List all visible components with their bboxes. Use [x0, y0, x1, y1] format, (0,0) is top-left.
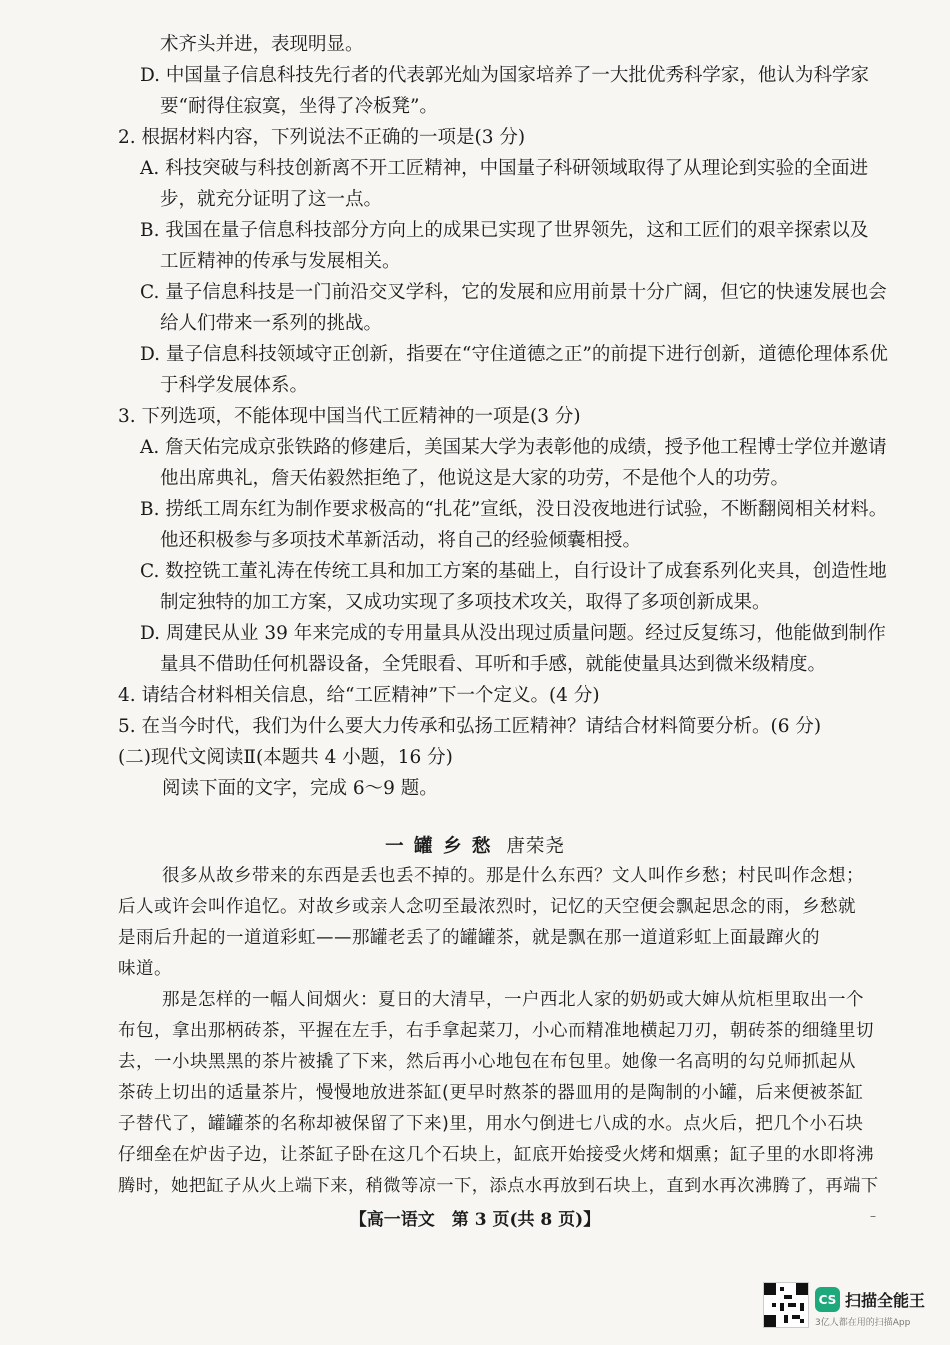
q2-option-a-line2: 步，就充分证明了这一点。	[160, 189, 383, 210]
q2-option-a-line1: A. 科技突破与科技创新离不开工匠精神，中国量子科研领域取得了从理论到实验的全面进	[140, 158, 869, 179]
q3-option-c-line2: 制定独特的加工方案，又成功实现了多项技术攻关，取得了多项创新成果。	[160, 592, 771, 613]
para2-line1: 那是怎样的一幅人间烟火：夏日的大清早，一户西北人家的奶奶或大婶从炕柜里取出一个	[162, 990, 864, 1010]
q2-option-d-line2: 于科学发展体系。	[160, 375, 309, 396]
section-heading: (二)现代文阅读Ⅱ(本题共 4 小题，16 分)	[118, 747, 453, 768]
q3-stem: 3. 下列选项，不能体现中国当代工匠精神的一项是(3 分)	[118, 406, 581, 427]
para1-line1: 很多从故乡带来的东西是丢也丢不掉的。那是什么东西？文人叫作乡愁；村民叫作念想；	[162, 866, 864, 886]
essay-title	[0, 832, 950, 858]
q3-option-d-line1: D. 周建民从业 39 年来完成的专用量具从没出现过质量问题。经过反复练习，他能做到制作	[140, 623, 886, 644]
q1-option-d-line1: D. 中国量子信息科技先行者的代表郭光灿为国家培养了一大批优秀科学家，他认为科学家	[140, 65, 869, 86]
para1-line4: 味道。	[118, 959, 172, 979]
q3-option-a-line1: A. 詹天佑完成京张铁路的修建后，美国某大学为表彰他的成绩，授予他工程博士学位并邀请	[140, 437, 887, 458]
q2-option-c-line1: C. 量子信息科技是一门前沿交叉学科，它的发展和应用前景十分广阔，但它的快速发展也会	[140, 282, 887, 303]
qr-code-icon	[763, 1282, 809, 1328]
essay-author: 唐荣尧	[506, 836, 565, 857]
q3-option-d-line2: 量具不借助任何机器设备，全凭眼看、耳听和手感，就能使量具达到微米级精度。	[160, 654, 827, 675]
q5-stem: 5. 在当今时代，我们为什么要大力传承和弘扬工匠精神？请结合材料简要分析。(6 分)	[118, 716, 822, 737]
para1-line2: 后人或许会叫作追忆。对故乡或亲人念叨至最浓烈时，记忆的天空便会飘起思念的雨，乡愁就	[118, 897, 856, 917]
q3-option-b-line2: 他还积极参与多项技术革新活动，将自己的经验倾囊相授。	[160, 530, 642, 551]
page-footer: 【高一语文 第 3 页(共 8 页)】	[349, 1210, 601, 1230]
q2-option-c-line2: 给人们带来一系列的挑战。	[160, 313, 383, 334]
camscanner-logo-icon: CS	[815, 1287, 840, 1312]
scanner-tagline: 3亿人都在用的扫描App	[815, 1318, 911, 1328]
para2-line2: 布包，拿出那柄砖茶，平握在左手，右手拿起菜刀，小心而精准地横起刀刃，朝砖茶的细缝里切	[118, 1021, 874, 1041]
q2-stem: 2. 根据材料内容，下列说法不正确的一项是(3 分)	[118, 127, 526, 148]
q2-option-b-line2: 工匠精神的传承与发展相关。	[160, 251, 401, 272]
q1-option-c-tail: 术齐头并进，表现明显。	[160, 34, 364, 55]
q3-option-c-line1: C. 数控铣工董礼涛在传统工具和加工方案的基础上，自行设计了成套系列化夹具，创造性地	[140, 561, 887, 582]
essay-title-text: 一 罐 乡 愁	[385, 836, 493, 857]
q1-option-d-line2: 要“耐得住寂寞，坐得了冷板凳”。	[160, 96, 438, 117]
q2-option-d-line1: D. 量子信息科技领域守正创新，指要在“守住道德之正”的前提下进行创新，道德伦理体系优	[140, 344, 888, 365]
para2-line3: 去，一小块黑黑的茶片被撬了下来，然后再小心地包在布包里。她像一名高明的勾兑师抓起从	[118, 1052, 856, 1072]
footer-mark: –	[870, 1209, 876, 1223]
para2-line7: 腾时，她把缸子从火上端下来，稍微等凉一下，添点水再放到石块上，直到水再次沸腾了，再端下	[118, 1176, 879, 1196]
q2-option-b-line1: B. 我国在量子信息科技部分方向上的成果已实现了世界领先，这和工匠们的艰辛探索以及	[140, 220, 869, 241]
q3-option-b-line1: B. 捞纸工周东红为制作要求极高的“扎花”宣纸，没日没夜地进行试验，不断翻阅相关材料。	[140, 499, 888, 520]
para1-line3: 是雨后升起的一道道彩虹——那罐老丢了的罐罐茶，就是飘在那一道道彩虹上面最蹿火的	[118, 928, 820, 948]
para2-line4: 茶砖上切出的适量茶片，慢慢地放进茶缸(更早时熬茶的器皿用的是陶制的小罐，后来便被茶缸	[118, 1083, 864, 1103]
reading-instruction: 阅读下面的文字，完成 6～9 题。	[162, 778, 438, 799]
para2-line5: 子替代了，罐罐茶的名称却被保留了下来)里，用水勺倒进七八成的水。点火后，把几个小石块	[118, 1114, 864, 1134]
para2-line6: 仔细垒在炉齿子边，让茶缸子卧在这几个石块上，缸底开始接受火烤和烟熏；缸子里的水即将沸	[118, 1145, 874, 1165]
scanner-app-name: 扫描全能王	[845, 1291, 926, 1310]
q3-option-a-line2: 他出席典礼，詹天佑毅然拒绝了，他说这是大家的功劳，不是他个人的功劳。	[160, 468, 790, 489]
q4-stem: 4. 请结合材料相关信息，给“工匠精神”下一个定义。(4 分)	[118, 685, 600, 706]
